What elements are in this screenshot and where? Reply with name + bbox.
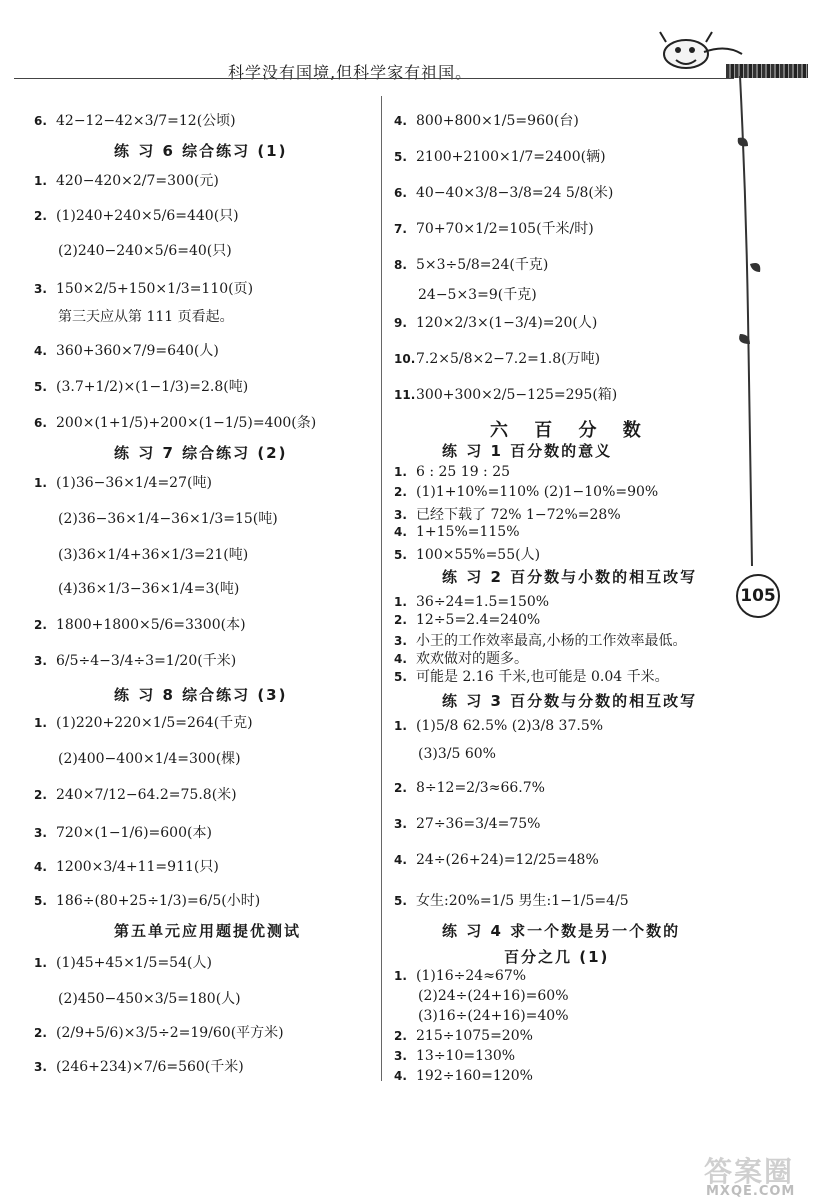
answer-line	[34, 170, 219, 190]
answer-line	[394, 968, 526, 984]
item-number: 2.	[34, 1026, 47, 1040]
answer-line	[394, 146, 606, 166]
answer-text: (2)36−36×1/4−36×1/3=15(吨)	[58, 511, 278, 527]
item-number: 3.	[34, 1060, 47, 1074]
answer-text: (1)220+220×1/5=264(千克)	[56, 715, 253, 731]
answer-line	[394, 890, 629, 910]
answer-text: 5×3÷5/8=24(千克)	[416, 257, 549, 273]
answer-line	[34, 890, 260, 910]
answer-line	[34, 340, 219, 360]
item-number: 1.	[34, 956, 47, 970]
answer-line	[58, 748, 241, 768]
answer-text: 40−40×3/8−3/8=24 5/8(米)	[416, 185, 614, 201]
item-number: 4.	[34, 344, 47, 358]
item-number: 3.	[394, 634, 407, 648]
answer-text: 12÷5=2.4=240%	[416, 612, 541, 628]
answer-text: (1)5/8 62.5% (2)3/8 37.5%	[416, 718, 604, 734]
answer-line	[394, 504, 621, 524]
item-number: 10.	[394, 352, 416, 366]
answer-line	[34, 856, 219, 876]
answer-line	[394, 594, 549, 610]
item-number: 3.	[394, 817, 407, 831]
answer-text: 24÷(26+24)=12/25=48%	[416, 852, 599, 868]
answer-text: (3)16÷(24+16)=40%	[418, 1008, 569, 1024]
item-number: 5.	[394, 670, 407, 684]
section-title: 练 习 4 求一个数是另一个数的	[442, 922, 681, 940]
item-number: 2.	[394, 1029, 407, 1043]
item-number: 5.	[394, 894, 407, 908]
answer-line	[34, 412, 316, 432]
answer-text: (3.7+1/2)×(1−1/3)=2.8(吨)	[56, 379, 249, 395]
answer-line	[34, 1056, 244, 1076]
answer-text: 150×2/5+150×1/3=110(页)	[56, 281, 254, 297]
answer-line	[394, 648, 528, 668]
answer-line	[394, 1028, 533, 1044]
answer-text: 8÷12=2/3≈66.7%	[416, 780, 545, 796]
item-number: 3.	[34, 654, 47, 668]
answer-text: 240×7/12−64.2=75.8(米)	[56, 787, 237, 803]
answer-text: 420−420×2/7=300(元)	[56, 173, 219, 189]
section-title: 第五单元应用题提优测试	[114, 922, 302, 940]
item-number: 4.	[394, 114, 407, 128]
answer-line	[58, 578, 239, 598]
answer-text: 24−5×3=9(千克)	[418, 287, 537, 303]
answer-text: (1)45+45×1/5=54(人)	[56, 955, 212, 971]
answer-line	[34, 278, 253, 298]
answer-line	[58, 988, 241, 1008]
answer-line	[34, 472, 212, 492]
answer-line	[34, 614, 246, 634]
answer-line	[394, 348, 600, 368]
item-number: 8.	[394, 258, 407, 272]
answer-line	[418, 284, 537, 304]
answer-line	[394, 524, 520, 540]
answer-line	[418, 746, 496, 762]
item-number: 1.	[394, 969, 407, 983]
answer-line	[34, 1022, 284, 1042]
answer-text: 1800+1800×5/6=3300(本)	[56, 617, 246, 633]
item-number: 1.	[394, 595, 407, 609]
item-number: 4.	[394, 1069, 407, 1083]
answer-line	[394, 816, 540, 832]
section-title: 练 习 1 百分数的意义	[442, 442, 613, 460]
answer-text: 女生:20%=1/5 男生:1−1/5=4/5	[416, 893, 629, 909]
item-number: 2.	[394, 781, 407, 795]
answer-line	[58, 544, 248, 564]
answer-text: 6/5÷4−3/4÷3=1/20(千米)	[56, 653, 237, 669]
answer-text: 100×55%=55(人)	[416, 547, 541, 563]
answer-text: 360+360×7/9=640(人)	[56, 343, 219, 359]
answer-text: (246+234)×7/6=560(千米)	[56, 1059, 244, 1075]
answer-text: 1200×3/4+11=911(只)	[56, 859, 219, 875]
answer-text: (2)400−400×1/4=300(棵)	[58, 751, 241, 767]
answer-text: (2)24÷(24+16)=60%	[418, 988, 569, 1004]
answer-text: 192÷160=120%	[416, 1068, 533, 1084]
answer-line	[418, 1008, 569, 1024]
answer-text: 120×2/3×(1−3/4)=20(人)	[416, 315, 598, 331]
answer-text: 7.2×5/8×2−7.2=1.8(万吨)	[416, 351, 601, 367]
watermark-logo: 答案圈	[704, 1155, 795, 1188]
item-number: 5.	[394, 548, 407, 562]
answer-text: 186÷(80+25÷1/3)=6/5(小时)	[56, 893, 261, 909]
answer-text: 6 : 25 19 : 25	[416, 464, 511, 480]
answer-line	[394, 484, 658, 500]
answer-text: 70+70×1/2=105(千米/时)	[416, 221, 594, 237]
answer-text: 42−12−42×3/7=12(公顷)	[56, 113, 236, 129]
answer-line	[394, 464, 510, 480]
item-number: 3.	[34, 282, 47, 296]
answer-line	[394, 780, 545, 796]
item-number: 1.	[34, 174, 47, 188]
item-number: 4.	[34, 860, 47, 874]
item-number: 6.	[34, 114, 47, 128]
section-title: 练 习 7 综合练习 (2)	[114, 444, 288, 462]
answer-text: (1)240+240×5/6=440(只)	[56, 208, 239, 224]
section-title: 练 习 6 综合练习 (1)	[114, 142, 288, 160]
answer-text: 已经下载了 72% 1−72%=28%	[416, 507, 621, 523]
section-title: 百分之几 (1)	[504, 948, 610, 966]
answer-text: 1+15%=115%	[416, 524, 520, 540]
answer-line	[34, 205, 239, 225]
item-number: 6.	[394, 186, 407, 200]
item-number: 11.	[394, 388, 416, 402]
header-rule	[14, 78, 734, 79]
answer-line	[394, 1048, 515, 1064]
section-title: 练 习 2 百分数与小数的相互改写	[442, 568, 698, 586]
column-divider	[381, 96, 382, 1081]
item-number: 5.	[34, 380, 47, 394]
item-number: 1.	[394, 465, 407, 479]
answer-line	[394, 218, 594, 238]
answer-text: 36÷24=1.5=150%	[416, 594, 550, 610]
item-number: 4.	[394, 853, 407, 867]
answer-text: (2)450−450×3/5=180(人)	[58, 991, 241, 1007]
item-number: 2.	[34, 788, 47, 802]
answer-line	[34, 376, 248, 396]
item-number: 2.	[34, 209, 47, 223]
header-motto: 科学没有国境,但科学家有祖国。	[228, 63, 473, 82]
item-number: 4.	[394, 525, 407, 539]
answer-line	[394, 612, 540, 628]
answer-text: 第三天应从第 111 页看起。	[58, 309, 234, 325]
item-number: 2.	[394, 613, 407, 627]
item-number: 6.	[34, 416, 47, 430]
answer-line	[394, 312, 597, 332]
answer-text: 可能是 2.16 千米,也可能是 0.04 千米。	[416, 669, 669, 685]
answer-line	[58, 240, 232, 260]
answer-line	[34, 712, 253, 732]
answer-line	[394, 852, 599, 868]
vine-decoration-icon	[726, 76, 786, 636]
item-number: 3.	[394, 508, 407, 522]
item-number: 1.	[394, 719, 407, 733]
answer-line	[34, 110, 236, 130]
answer-line	[394, 630, 686, 650]
answer-line	[394, 544, 540, 564]
item-number: 4.	[394, 652, 407, 666]
answer-line	[58, 306, 234, 326]
answer-text: (1)1+10%=110% (2)1−10%=90%	[416, 484, 659, 500]
chapter-title: 六 百 分 数	[490, 420, 651, 441]
answer-line	[394, 718, 603, 734]
item-number: 3.	[394, 1049, 407, 1063]
answer-line	[34, 650, 236, 670]
answer-line	[394, 254, 548, 274]
answer-text: 欢欢做对的题多。	[416, 651, 528, 667]
answer-text: 300+300×2/5−125=295(箱)	[416, 387, 618, 403]
answer-text: 27÷36=3/4=75%	[416, 816, 541, 832]
answer-line	[58, 508, 278, 528]
item-number: 2.	[34, 618, 47, 632]
item-number: 2.	[394, 485, 407, 499]
watermark-url: MXQE.COM	[706, 1184, 796, 1199]
answer-text: (2)240−240×5/6=40(只)	[58, 243, 232, 259]
answer-text: 小王的工作效率最高,小杨的工作效率最低。	[416, 633, 687, 649]
answer-text: 2100+2100×1/7=2400(辆)	[416, 149, 606, 165]
item-number: 1.	[34, 476, 47, 490]
answer-text: 215÷1075=20%	[416, 1028, 533, 1044]
answer-text: (1)16÷24≈67%	[416, 968, 527, 984]
page-number: 105	[736, 574, 780, 618]
answer-line	[394, 666, 669, 686]
answer-line	[34, 952, 212, 972]
item-number: 3.	[34, 826, 47, 840]
item-number: 1.	[34, 716, 47, 730]
answer-line	[34, 784, 237, 804]
answer-line	[394, 384, 617, 404]
answer-text: (4)36×1/3−36×1/4=3(吨)	[58, 581, 240, 597]
answer-line	[394, 182, 613, 202]
section-title: 练 习 8 综合练习 (3)	[114, 686, 288, 704]
answer-text: 800+800×1/5=960(台)	[416, 113, 579, 129]
answer-line	[394, 110, 579, 130]
item-number: 5.	[394, 150, 407, 164]
answer-text: 200×(1+1/5)+200×(1−1/5)=400(条)	[56, 415, 317, 431]
answer-line	[394, 1068, 533, 1084]
item-number: 9.	[394, 316, 407, 330]
answer-line	[34, 822, 212, 842]
answer-text: (2/9+5/6)×3/5÷2=19/60(平方米)	[56, 1025, 284, 1041]
answer-text: (3)3/5 60%	[418, 746, 496, 762]
answer-text: 13÷10=130%	[416, 1048, 516, 1064]
item-number: 5.	[34, 894, 47, 908]
section-title: 练 习 3 百分数与分数的相互改写	[442, 692, 698, 710]
item-number: 7.	[394, 222, 407, 236]
answer-line	[418, 988, 569, 1004]
answer-text: (3)36×1/4+36×1/3=21(吨)	[58, 547, 249, 563]
answer-text: 720×(1−1/6)=600(本)	[56, 825, 212, 841]
answer-text: (1)36−36×1/4=27(吨)	[56, 475, 212, 491]
